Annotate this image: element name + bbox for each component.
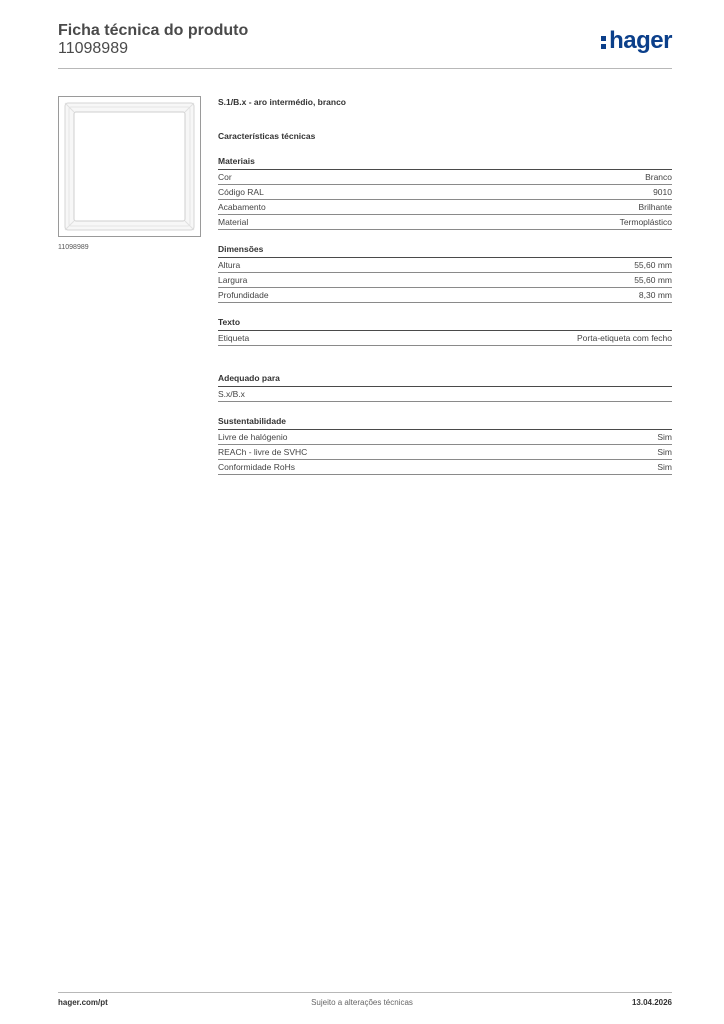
spec-row (218, 430, 672, 445)
image-caption: 11098989 (58, 244, 89, 251)
logo-dots-icon (601, 33, 608, 51)
spec-row (218, 273, 672, 288)
hager-logo (601, 28, 672, 54)
frame-product-icon (59, 97, 200, 236)
spec-value: 55,60 mm (634, 275, 672, 285)
spec-label: Largura (218, 275, 248, 285)
product-details (218, 96, 672, 475)
spec-value: Termoplástico (619, 217, 672, 227)
footer-divider (58, 992, 672, 993)
spec-row (218, 387, 672, 402)
spec-row (218, 288, 672, 303)
spec-value: 55,60 mm (634, 260, 672, 270)
spec-value: Sim (657, 447, 672, 457)
product-image (58, 96, 201, 237)
header-divider (58, 68, 672, 69)
spec-row (218, 460, 672, 475)
spec-row (218, 258, 672, 273)
spec-row (218, 215, 672, 230)
spec-row (218, 445, 672, 460)
section-title: Texto (218, 317, 672, 331)
logo-text: hager (609, 27, 672, 54)
spec-value: Branco (645, 172, 672, 182)
spec-row (218, 331, 672, 346)
spec-label: Conformidade RoHs (218, 462, 296, 472)
spec-label: Código RAL (218, 187, 264, 197)
spec-row (218, 185, 672, 200)
footer-note: Sujeito a alterações técnicas (311, 998, 413, 1007)
spec-label: Cor (218, 172, 232, 182)
section-title: Sustentabilidade (218, 416, 672, 430)
footer-date: 13.04.2026 (631, 998, 672, 1007)
spec-value: Sim (657, 432, 672, 442)
spec-label: Acabamento (218, 202, 266, 212)
product-name: S.1/B.x - aro intermédio, branco (218, 97, 347, 107)
product-code: 11098989 (58, 40, 128, 57)
spec-row (218, 170, 672, 185)
tech-characteristics-title: Características técnicas (218, 131, 316, 141)
spec-value: Brilhante (638, 202, 672, 212)
spec-value: 8,30 mm (638, 290, 672, 300)
spec-label: Livre de halógenio (218, 432, 288, 442)
spec-label: S.x/B.x (218, 389, 245, 399)
section-dimensoes (218, 244, 672, 303)
spec-value: 9010 (653, 187, 672, 197)
section-texto (218, 317, 672, 346)
section-materiais (218, 156, 672, 230)
spec-row (218, 200, 672, 215)
spec-value: Sim (657, 462, 672, 472)
section-title: Adequado para (218, 373, 672, 387)
section-adequado-para (218, 373, 672, 402)
document-title: Ficha técnica do produto (58, 22, 249, 39)
spec-label: Etiqueta (218, 333, 250, 343)
spec-label: REACh - livre de SVHC (218, 447, 308, 457)
section-sustentabilidade (218, 416, 672, 475)
spec-label: Material (218, 217, 249, 227)
section-title: Materiais (218, 156, 672, 170)
spec-label: Profundidade (218, 290, 269, 300)
spec-label: Altura (218, 260, 241, 270)
spec-value: Porta-etiqueta com fecho (577, 333, 672, 343)
footer-website[interactable]: hager.com/pt (58, 998, 108, 1007)
section-title: Dimensões (218, 244, 672, 258)
